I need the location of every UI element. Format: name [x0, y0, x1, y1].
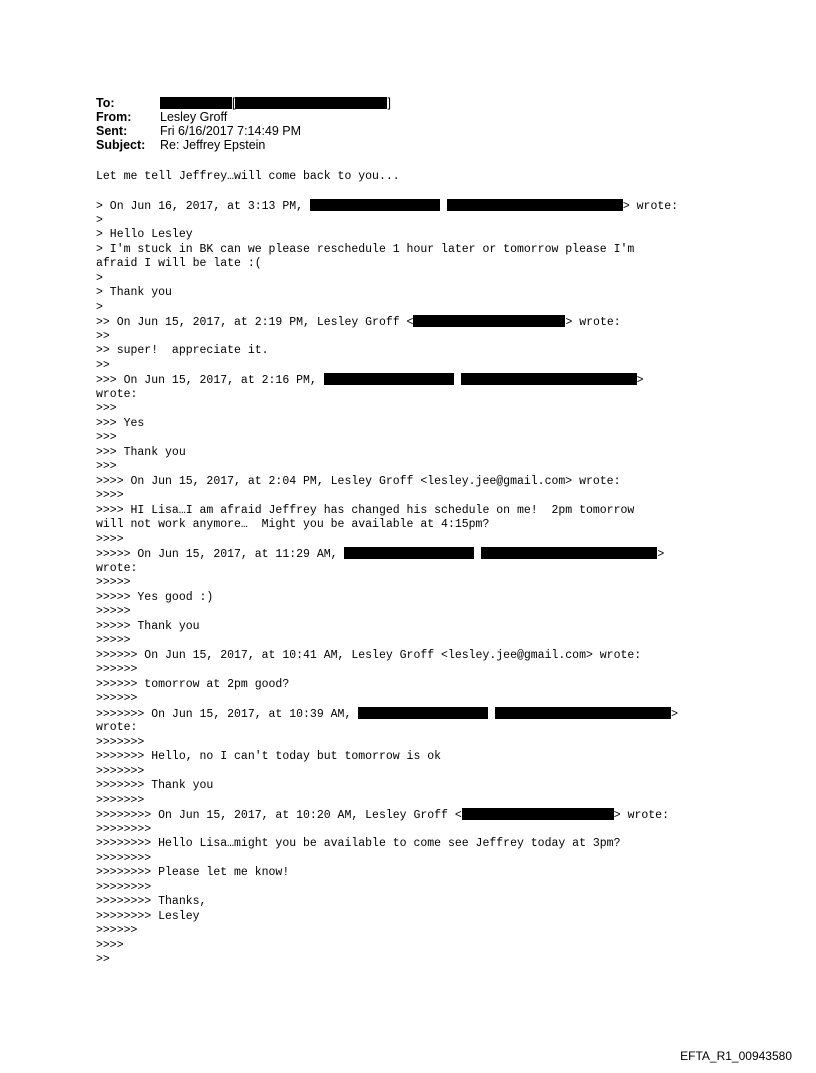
quote-line: >>> Thank you — [96, 445, 186, 459]
quote-line: > I'm stuck in BK can we please reschedule 1 hour later or tomorrow please I'm — [96, 242, 635, 256]
quote-line: >>>>>>> Thank you — [96, 779, 214, 792]
quote-line: >>>> — [96, 938, 124, 952]
quote-text: >>> On Jun 15, 2017, at 2:16 PM, — [96, 374, 324, 387]
quote-line: >> — [96, 358, 110, 372]
quote-text: > On Jun 16, 2017, at 3:13 PM, — [96, 200, 310, 213]
from-row — [96, 110, 391, 124]
quote-line: >>>>>> — [96, 692, 138, 705]
quote-line: >>> — [96, 460, 117, 473]
quote-line: >>>> — [96, 532, 124, 546]
quote-line: >>> — [96, 431, 117, 444]
quote-line: >> — [96, 953, 110, 966]
quote-line: >>>>>>> — [96, 764, 145, 778]
to-close-bracket: ] — [387, 96, 391, 110]
quote-line: >>>>>>> — [96, 735, 145, 749]
to-value — [160, 96, 391, 110]
quote-line: >>>> HI Lisa…I am afraid Jeffrey has changed his schedule on me! 2pm tomorrow — [96, 503, 635, 517]
quote-line: >>>>>> — [96, 924, 138, 937]
quote-text: > — [671, 707, 679, 721]
redaction-block — [413, 315, 565, 327]
quote-line — [96, 199, 678, 214]
to-label: To: — [96, 96, 115, 110]
quote-text: > — [657, 548, 665, 561]
quote-line: wrote: — [96, 721, 138, 734]
quote-line: > Hello Lesley — [96, 228, 193, 241]
quote-line: >>>>>> — [96, 663, 138, 676]
document-id: EFTA_R1_00943580 — [680, 1049, 792, 1063]
quote-line: >>>> — [96, 489, 124, 502]
body-line: Let me tell Jeffrey…will come back to you... — [96, 170, 400, 183]
to-row — [96, 96, 391, 110]
quote-line: >>>>>> On Jun 15, 2017, at 10:41 AM, Lesley Groff <lesley.jee@gmail.com> wrote: — [96, 648, 642, 662]
quote-line: >>>>>>> — [96, 793, 145, 807]
redaction-block — [447, 199, 623, 211]
quote-line: > — [96, 213, 103, 227]
quote-line: >>>>>>>> Lesley — [96, 909, 200, 923]
redaction-block — [310, 199, 440, 211]
sent-label: Sent: — [96, 124, 128, 138]
subject-label: Subject: — [96, 138, 146, 152]
blank-line — [96, 185, 678, 200]
quote-text: > — [636, 374, 644, 387]
quote-text: > wrote: — [622, 200, 679, 213]
quote-line: >>>>> — [96, 576, 131, 589]
redaction-block — [461, 373, 637, 385]
sent-value: Fri 6/16/2017 7:14:49 PM — [160, 124, 302, 138]
to-open-bracket: [ — [232, 96, 236, 110]
quote-line: >>>>>>>> — [96, 880, 152, 894]
subject-row — [96, 138, 391, 152]
quote-line: will not work anymore… Might you be available at 4:15pm? — [96, 518, 490, 531]
quote-line: >>> — [96, 402, 117, 415]
email-header — [96, 96, 391, 152]
quote-line: >>>>> — [96, 605, 131, 618]
quote-text: >>>>>>>> On Jun 15, 2017, at 10:20 AM, Lesley Groff < — [96, 809, 462, 822]
quote-line: >> super! appreciate it. — [96, 344, 269, 357]
quote-line: > — [96, 271, 103, 285]
quote-line: >>>>>> tomorrow at 2pm good? — [96, 677, 290, 691]
quote-line: >>>>>>>> Please let me know! — [96, 866, 290, 879]
quote-line: > Thank you — [96, 286, 172, 299]
quote-line: >>>>> — [96, 634, 131, 647]
redaction-block — [495, 707, 671, 719]
from-label: From: — [96, 110, 132, 124]
from-value: Lesley Groff — [160, 110, 228, 124]
quote-line — [96, 707, 678, 722]
quote-line — [96, 547, 678, 562]
quote-line: >>>> On Jun 15, 2017, at 2:04 PM, Lesley Groff <lesley.jee@gmail.com> wrote: — [96, 474, 621, 488]
quote-line: >>> Yes — [96, 416, 145, 430]
redaction-block — [358, 707, 488, 719]
quote-text: >>>>>>> On Jun 15, 2017, at 10:39 AM, — [96, 707, 359, 721]
quote-line: >>>>> Yes good :) — [96, 590, 214, 604]
quote-line: >>>>>>>> Hello Lisa…might you be available to come see Jeffrey today at 3pm? — [96, 837, 621, 850]
quote-line: >>>>>>>> — [96, 851, 152, 865]
quote-text: >> On Jun 15, 2017, at 2:19 PM, Lesley Groff < — [96, 316, 414, 329]
quote-line: wrote: — [96, 387, 138, 401]
quote-line — [96, 315, 678, 330]
redaction-block — [344, 547, 474, 559]
quote-text: >>>>> On Jun 15, 2017, at 11:29 AM, — [96, 548, 345, 561]
redaction-block — [462, 808, 614, 820]
quote-line: >> — [96, 329, 110, 343]
quote-line: wrote: — [96, 561, 138, 575]
redaction-block — [481, 547, 657, 559]
quote-text: > wrote: — [613, 809, 669, 822]
redaction-block — [160, 97, 232, 109]
quote-line: >>>>>>>> Thanks, — [96, 895, 207, 908]
quote-line: >>>>>>>> — [96, 822, 152, 836]
subject-value: Re: Jeffrey Epstein — [160, 138, 266, 152]
redaction-block — [235, 97, 387, 109]
quote-line: afraid I will be late :( — [96, 257, 262, 270]
quote-line: > — [96, 300, 103, 314]
quote-line — [96, 373, 678, 388]
sent-row — [96, 124, 391, 138]
quote-text: > wrote: — [565, 316, 621, 329]
quote-line — [96, 808, 678, 823]
quote-line: >>>>> Thank you — [96, 619, 200, 633]
email-body — [96, 170, 678, 968]
redaction-block — [324, 373, 454, 385]
quote-line: >>>>>>> Hello, no I can't today but tomorrow is ok — [96, 750, 442, 763]
